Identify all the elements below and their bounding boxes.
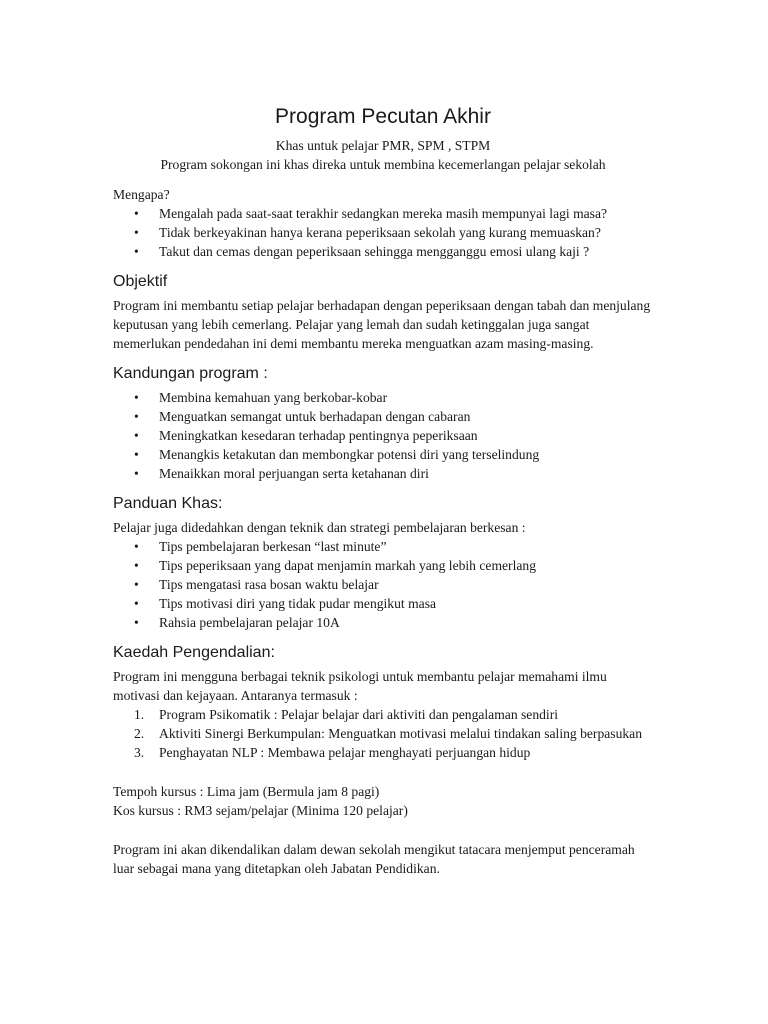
method-intro: Program ini mengguna berbagai teknik psikologi untuk membantu pelajar memahami ilmu motivasi dan kejayaan. Antaranya termasuk :: [113, 669, 607, 703]
content-list: [113, 388, 653, 483]
method-item-text: Penghayatan NLP : Membawa pelajar menghayati perjuangan hidup: [159, 745, 531, 760]
method-item: [134, 743, 653, 762]
closing-paragraph: Program ini akan dikendalikan dalam dewan sekolah mengikut tatacara menjemput penceramah luar sebagai mana yang ditetapkan oleh Jabatan Pendidikan.: [113, 842, 635, 876]
course-duration: Tempoh kursus : Lima jam (Bermula jam 8 pagi): [113, 784, 380, 799]
guide-item: • Tips pembelajaran berkesan “last minute”: [159, 537, 653, 556]
content-item: • Menangkis ketakutan dan membongkar potensi diri yang terselindung: [159, 445, 653, 464]
content-item: • Menguatkan semangat untuk berhadapan dengan cabaran: [159, 407, 653, 426]
document-tagline: Program sokongan ini khas direka untuk membina kecemerlangan pelajar sekolah: [160, 157, 606, 172]
document-title: Program Pecutan Akhir: [275, 105, 491, 128]
course-cost: Kos kursus : RM3 sejam/pelajar (Minima 120 pelajar): [113, 803, 408, 818]
method-item: [134, 705, 653, 724]
guide-item: • Rahsia pembelajaran pelajar 10A: [159, 613, 653, 632]
guide-item: • Tips peperiksaan yang dapat menjamin markah yang lebih cemerlang: [159, 556, 653, 575]
spacer: [113, 174, 653, 185]
why-item: • Tidak berkeyakinan hanya kerana peperiksaan sekolah yang kurang memuaskan?: [159, 223, 653, 242]
content-heading: Kandungan program :: [113, 365, 268, 382]
method-item-text: Aktiviti Sinergi Berkumpulan: Menguatkan motivasi melalui tindakan saling berpasukan: [159, 726, 642, 741]
method-item-number: 1.: [134, 707, 145, 722]
spacer: [113, 820, 653, 840]
why-list: [113, 204, 653, 261]
why-item: • Mengalah pada saat-saat terakhir sedangkan mereka masih mempunyai lagi masa?: [159, 204, 653, 223]
guide-heading: Panduan Khas:: [113, 495, 223, 512]
method-heading: Kaedah Pengendalian:: [113, 644, 275, 661]
why-label: Mengapa?: [113, 187, 170, 202]
method-item-number: 2.: [134, 726, 145, 741]
document-subtitle: Khas untuk pelajar PMR, SPM , STPM: [275, 138, 491, 153]
method-item-number: 3.: [134, 745, 145, 760]
spacer: [113, 762, 653, 782]
content-item: • Menaikkan moral perjuangan serta ketahanan diri: [159, 464, 653, 483]
guide-item: • Tips mengatasi rasa bosan waktu belajar: [159, 575, 653, 594]
guide-item: • Tips motivasi diri yang tidak pudar mengikut masa: [159, 594, 653, 613]
document-content: [113, 104, 653, 878]
method-list: [113, 705, 653, 762]
content-item: • Meningkatkan kesedaran terhadap pentingnya peperiksaan: [159, 426, 653, 445]
why-item: • Takut dan cemas dengan peperiksaan sehingga mengganggu emosi ulang kaji ?: [159, 242, 653, 261]
content-item: • Membina kemahuan yang berkobar-kobar: [159, 388, 653, 407]
guide-intro: Pelajar juga didedahkan dengan teknik dan strategi pembelajaran berkesan :: [113, 520, 526, 535]
method-item: [134, 724, 653, 743]
guide-list: [113, 537, 653, 632]
objective-text: Program ini membantu setiap pelajar berhadapan dengan peperiksaan dengan tabah dan menjulang keputusan yang lebih cemerlang. Pelajar yang lemah dan sudah ketinggalan juga sangat memerlukan pendedahan ini demi membantu mereka menguatkan azam masing-masing.: [113, 298, 651, 351]
method-item-text: Program Psikomatik : Pelajar belajar dari aktiviti dan pengalaman sendiri: [159, 707, 559, 722]
objective-heading: Objektif: [113, 273, 168, 290]
